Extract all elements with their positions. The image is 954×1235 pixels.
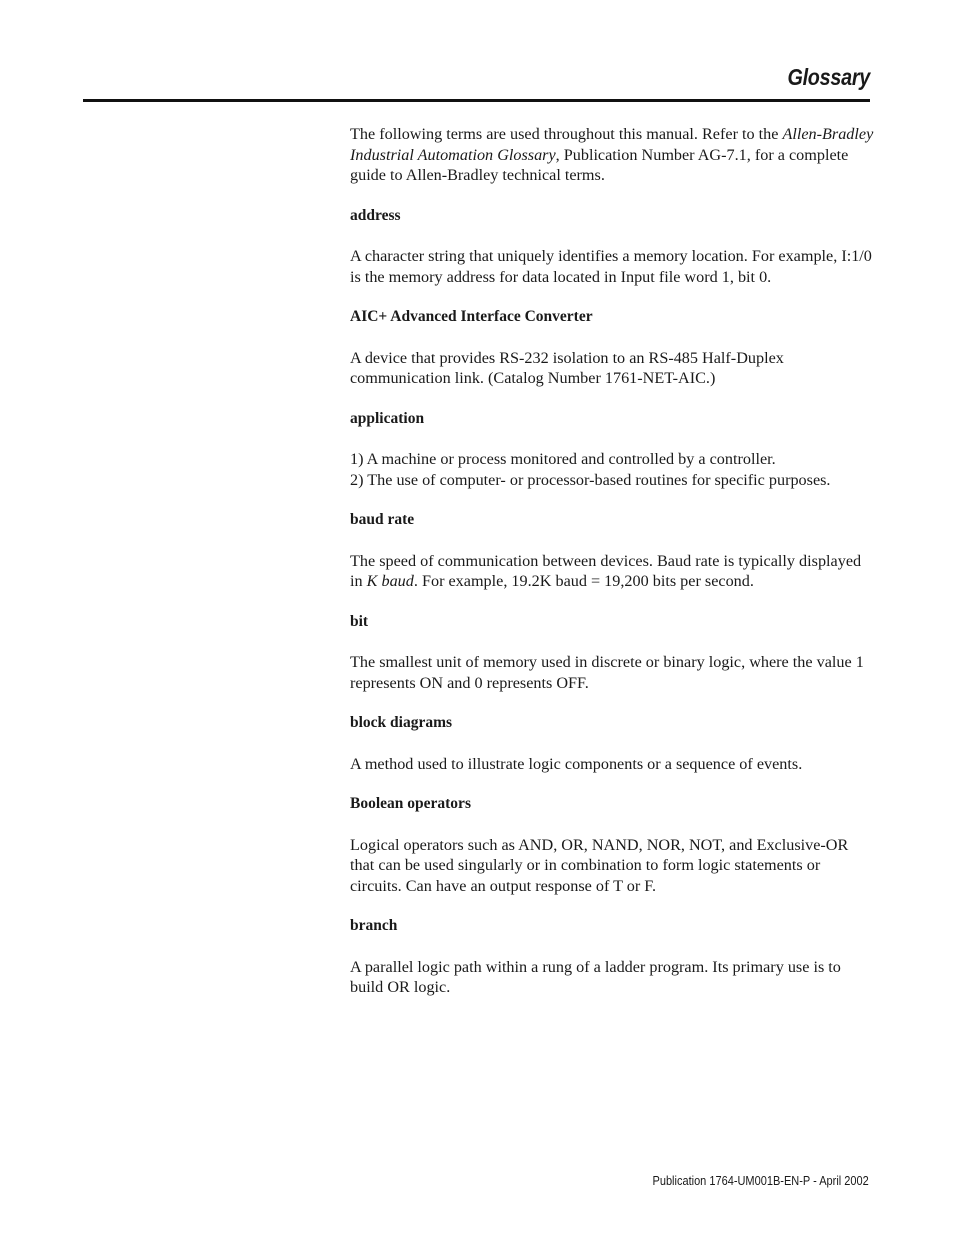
definition-baud-rate [350,551,875,592]
page-title: Glossary [787,64,870,90]
term-application: application [350,409,425,427]
term-boolean-operators: Boolean operators [350,795,471,812]
term-baud-rate: baud rate [350,511,415,528]
definition-application [350,449,875,490]
term-address: address [350,206,401,224]
term-block-diagrams: block diagrams [350,714,453,731]
definition-baud-rate-emphasis: K baud [366,572,414,590]
definition-application-line-2: 2) The use of computer- or processor-based routines for specific purposes. [350,470,831,489]
definition-boolean-operators: Logical operators such as AND, OR, NAND, NOR, NOT, and Exclusive-OR that can be used singularly or in combination to form logic statements or circuits. Can have an output response of T or F. [350,835,849,895]
intro-paragraph [350,124,875,186]
definition-aic-plus: A device that provides RS-232 isolation to an RS-485 Half-Duplex communication link. (Catalog Number 1761-NET-AIC.) [350,348,784,387]
title-rule [83,99,870,102]
definition-baud-rate-start: The speed of communication between devices. Baud rate is typically displayed in [350,551,862,590]
intro-text-start: The following terms are used throughout this manual. Refer to the [350,125,783,143]
definition-block-diagrams: A method used to illustrate logic components or a sequence of events. [350,754,803,773]
glossary-content [350,124,875,1018]
definition-branch: A parallel logic path within a rung of a ladder program. Its primary use is to build OR logic. [350,957,841,996]
publication-footer: Publication 1764-UM001B-EN-P - April 2002 [652,1174,869,1188]
definition-address: A character string that uniquely identifies a memory location. For example, I:1/0 is the memory address for data located in Input file word 1, bit 0. [350,247,872,286]
term-bit: bit [350,612,369,630]
term-branch: branch [350,917,398,934]
term-aic-plus: AIC+ Advanced Interface Converter [350,308,593,325]
intro-text-end: , Publication Number AG-7.1, for a complete guide to Allen-Bradley technical terms. [350,145,849,184]
definition-baud-rate-end: . For example, 19.2K baud = 19,200 bits per second. [413,572,754,590]
definition-bit: The smallest unit of memory used in discrete or binary logic, where the value 1 represents ON and 0 represents OFF. [350,653,864,692]
definition-application-line-1: 1) A machine or process monitored and controlled by a controller. [350,450,776,468]
glossary-book-title: Allen-Bradley Industrial Automation Glossary [350,125,874,164]
